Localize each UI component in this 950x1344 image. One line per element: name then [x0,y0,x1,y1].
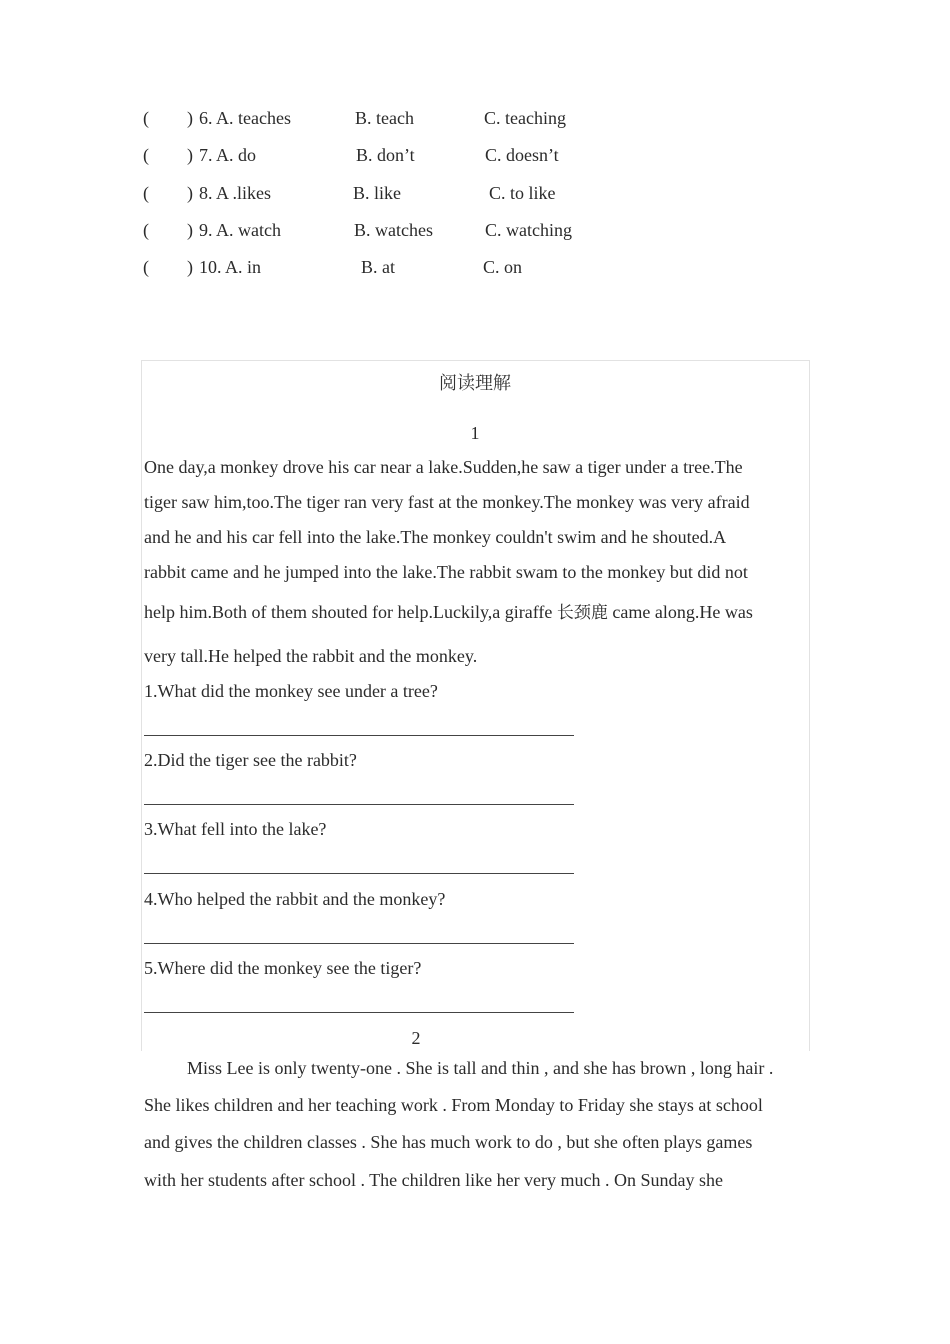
passage2-line: Miss Lee is only twenty-one . She is tall and thin , and she has brown , long hair . [187,1058,774,1078]
option-a: 7. A. do [199,145,257,165]
answer-paren-open: ( [143,108,149,128]
answer-line-5[interactable] [144,1012,574,1013]
option-c: C. doesn’t [485,145,559,165]
chinese-gloss: 长颈鹿 [556,603,608,623]
question-5: 5.Where did the monkey see the tiger? [144,958,422,978]
question-2: 2.Did the tiger see the rabbit? [144,750,357,770]
answer-line-1[interactable] [144,735,574,736]
choice-row-10 [0,252,950,282]
option-c: C. to like [489,183,556,203]
answer-paren-close: ) [187,145,193,165]
passage2-line: She likes children and her teaching work . From Monday to Friday she stays at school [144,1095,763,1115]
option-b: B. watches [354,220,433,240]
answer-line-3[interactable] [144,873,574,874]
option-a: 10. A. in [199,257,262,277]
passage-line: tiger saw him,too.The tiger ran very fast at the monkey.The monkey was very afraid [144,492,750,512]
passage-number: 2 [411,1028,421,1048]
answer-paren-open: ( [143,220,149,240]
section-title: 阅读理解 [439,373,511,394]
passage-line: and he and his car fell into the lake.The monkey couldn't swim and he shouted.A [144,527,727,547]
option-b: B. like [353,183,401,203]
passage-line: very tall.He helped the rabbit and the monkey. [144,646,478,666]
passage2-line: and gives the children classes . She has much work to do , but she often plays games [144,1132,753,1152]
passage-line-text: help him.Both of them shouted for help.Luckily,a giraffe [144,602,553,622]
passage-line: One day,a monkey drove his car near a lake.Sudden,he saw a tiger under a tree.The [144,457,743,477]
option-a: 6. A. teaches [199,108,291,128]
passage-line: rabbit came and he jumped into the lake.The rabbit swam to the monkey but did not [144,562,748,582]
passage-line [144,598,806,623]
option-b: B. don’t [356,145,415,165]
option-b: B. teach [355,108,414,128]
option-a: 9. A. watch [199,220,281,240]
option-c: C. teaching [484,108,566,128]
option-b: B. at [361,257,395,277]
passage-line-text: came along.He was [612,602,753,622]
answer-paren-close: ) [187,183,193,203]
option-a: 8. A .likes [199,183,272,203]
choice-row-9 [0,215,950,245]
answer-paren-open: ( [143,183,149,203]
choice-row-7 [0,140,950,170]
choice-row-8 [0,178,950,208]
passage2-line: with her students after school . The children like her very much . On Sunday she [144,1170,724,1190]
question-4: 4.Who helped the rabbit and the monkey? [144,889,446,909]
answer-paren-open: ( [143,257,149,277]
choice-row-6 [0,103,950,133]
question-3: 3.What fell into the lake? [144,819,327,839]
passage-number: 1 [470,423,480,443]
answer-line-4[interactable] [144,943,574,944]
answer-paren-close: ) [187,220,193,240]
option-c: C. on [483,257,523,277]
option-c: C. watching [485,220,572,240]
answer-paren-close: ) [187,108,193,128]
answer-paren-close: ) [187,257,193,277]
answer-line-2[interactable] [144,804,574,805]
answer-paren-open: ( [143,145,149,165]
multiple-choice-section [0,0,950,300]
question-1: 1.What did the monkey see under a tree? [144,681,438,701]
